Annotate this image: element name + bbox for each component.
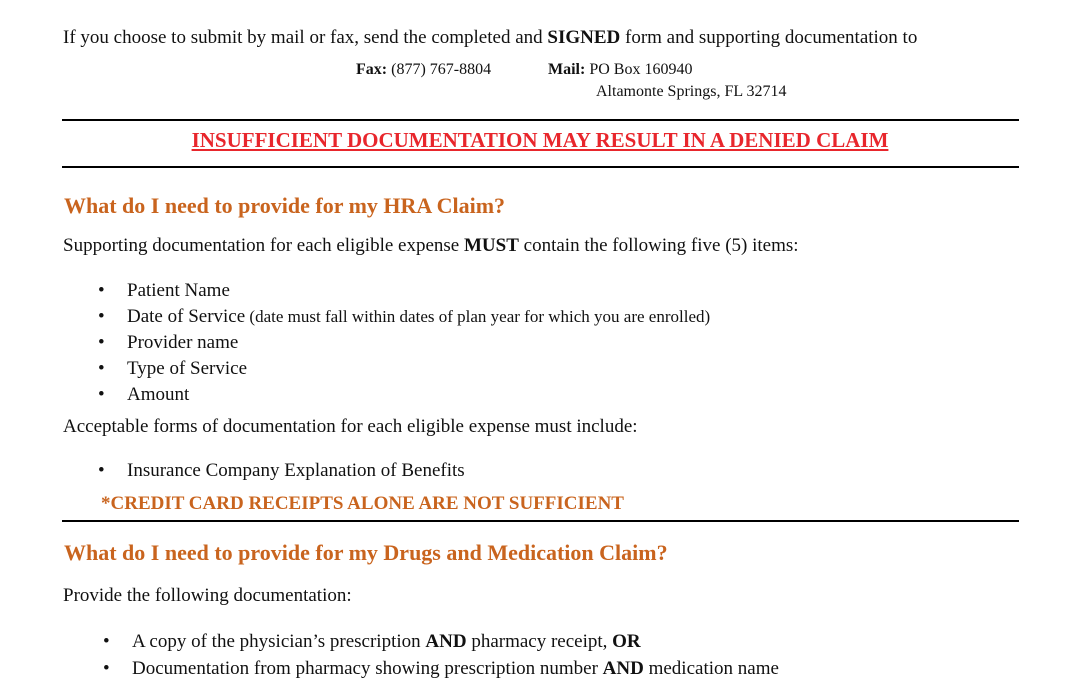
hra-required-items-list (98, 278, 711, 408)
list-item-emphasis: AND (425, 631, 467, 652)
hra-intro-prefix: Supporting documentation for each eligible expense (63, 235, 464, 256)
bullet-icon: • (98, 306, 105, 327)
list-item-text: Type of Service (127, 358, 248, 379)
list-item-text: Patient Name (127, 280, 230, 301)
hra-intro-emphasis: MUST (464, 235, 519, 256)
hra-intro-suffix: contain the following five (5) items: (518, 235, 799, 256)
section-divider (62, 520, 1019, 522)
drug-documentation-list (103, 628, 779, 682)
bullet-icon: • (98, 280, 105, 301)
drug-documentation-intro: Provide the following documentation: (63, 585, 352, 606)
bullet-icon: • (103, 631, 110, 652)
list-item (98, 304, 711, 330)
list-item-text-c: medication name (643, 658, 779, 679)
intro-prefix: If you choose to submit by mail or fax, send the completed and (63, 27, 548, 48)
list-item-text-c: pharmacy receipt, (466, 631, 613, 652)
list-item-text: Amount (127, 384, 190, 405)
insufficient-documentation-warning: INSUFFICIENT DOCUMENTATION MAY RESULT IN A DENIED CLAIM (191, 128, 889, 152)
fax-number: (877) 767-8804 (387, 61, 492, 78)
list-item (103, 655, 779, 682)
bullet-icon: • (98, 332, 105, 353)
mail-city-line: Altamonte Springs, FL 32714 (596, 83, 787, 100)
fax-contact (356, 61, 491, 79)
list-item-emphasis: AND (602, 658, 644, 679)
list-item-text: Provider name (127, 332, 239, 353)
credit-card-receipt-notice: *CREDIT CARD RECEIPTS ALONE ARE NOT SUFFICIENT (101, 493, 624, 514)
acceptable-forms-list (98, 458, 465, 484)
hra-claim-heading: What do I need to provide for my HRA Claim? (64, 193, 506, 218)
drug-claim-heading: What do I need to provide for my Drugs and Medication Claim? (64, 540, 668, 565)
list-item (98, 330, 710, 356)
list-item-text-a: A copy of the physician’s prescription (132, 631, 426, 652)
list-item (98, 382, 710, 408)
clipped-header-remnant (360, 0, 720, 2)
list-item-text-a: Documentation from pharmacy showing prescription number (132, 658, 603, 679)
list-item (98, 356, 710, 382)
acceptable-forms-intro: Acceptable forms of documentation for each eligible expense must include: (63, 416, 638, 437)
list-item (98, 278, 710, 304)
bullet-icon: • (103, 658, 110, 679)
mail-contact (548, 61, 692, 79)
intro-suffix: form and supporting documentation to (620, 27, 918, 48)
mail-po-box: PO Box 160940 (585, 61, 693, 78)
list-item-text: Date of Service (127, 306, 246, 327)
list-item-emphasis-or: OR (612, 631, 641, 652)
list-item (103, 628, 779, 655)
divider-bottom (62, 166, 1019, 168)
mail-label: Mail: (548, 61, 586, 78)
bullet-icon: • (98, 358, 105, 379)
bullet-icon: • (98, 460, 105, 481)
bullet-icon: • (98, 384, 105, 405)
list-item (98, 458, 465, 484)
submission-instructions (63, 27, 917, 49)
fax-label: Fax: (356, 61, 388, 78)
list-item-note: (date must fall within dates of plan year for which you are enrolled) (245, 307, 711, 326)
hra-requirements-intro (63, 235, 799, 257)
divider-top (62, 119, 1019, 121)
intro-emphasis: SIGNED (547, 27, 621, 48)
list-item-text: Insurance Company Explanation of Benefits (127, 460, 465, 481)
